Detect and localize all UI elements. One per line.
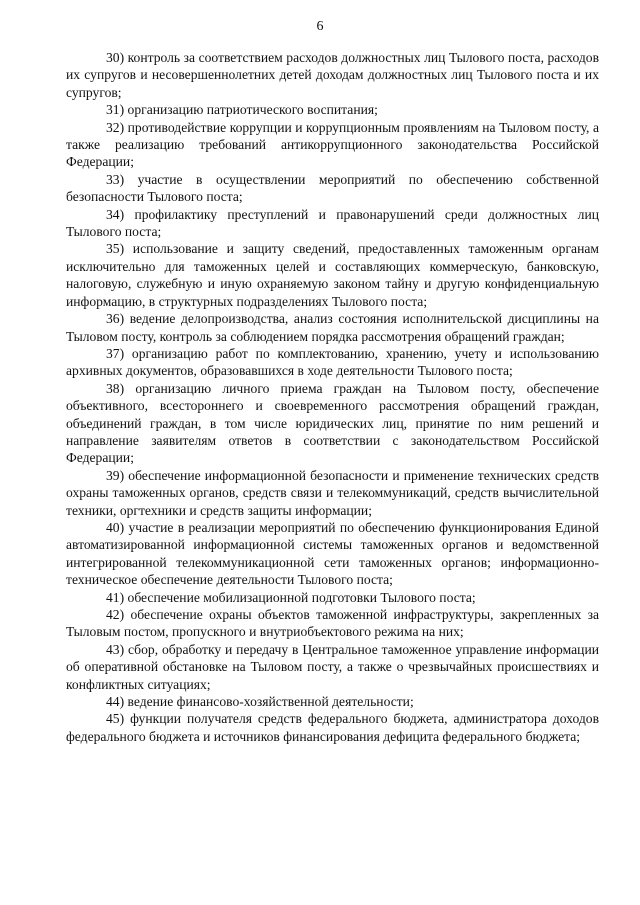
list-item-32: 32) противодействие коррупции и коррупционным проявлениям на Тыловом посту, а также реализацию требований антикоррупционного законодательства Российской Федерации; xyxy=(66,119,599,170)
numbered-list xyxy=(66,49,599,745)
list-item-38: 38) организацию личного приема граждан на Тыловом посту, обеспечение объективного, всестороннего и своевременного рассмотрения обращений граждан, объединений граждан, в том числе юридических лиц, принятие по ним решений и направление заявителям ответов в соответствии с законодательством Российской Федерации; xyxy=(66,380,599,466)
list-item-42: 42) обеспечение охраны объектов таможенной инфраструктуры, закрепленных за Тыловым постом, пропускного и внутриобъектового режима на них; xyxy=(66,607,599,640)
list-item-40: 40) участие в реализации мероприятий по обеспечению функционирования Единой автоматизированной информационной системы таможенных органов и ведомственной интегрированной телекоммуникационной сети таможенных органов; информационно-техническое обеспечение деятельности Тылового поста; xyxy=(66,519,599,588)
list-item-37: 37) организацию работ по комплектованию, хранению, учету и использованию архивных документов, образовавшихся в ходе деятельности Тылового поста; xyxy=(66,345,599,379)
list-item-41: 41) обеспечение мобилизационной подготовки Тылового поста; xyxy=(106,589,476,605)
list-item-31: 31) организацию патриотического воспитания; xyxy=(106,102,378,118)
list-item-44: 44) ведение финансово-хозяйственной деятельности; xyxy=(106,694,414,710)
list-item-43: 43) сбор, обработку и передачу в Центральное таможенное управление информации об оперативной обстановке на Тыловом посту, а также о чрезвычайных происшествиях и конфликтных ситуациях; xyxy=(66,641,599,692)
list-item-36: 36) ведение делопроизводства, анализ состояния исполнительской дисциплины на Тыловом посту, контроль за соблюдением порядка рассмотрения обращений граждан; xyxy=(66,311,599,344)
list-item-33: 33) участие в осуществлении мероприятий по обеспечению собственной безопасности Тылового поста; xyxy=(66,171,599,205)
list-item-34: 34) профилактику преступлений и правонарушений среди должностных лиц Тылового поста; xyxy=(66,206,599,240)
page-number: 6 xyxy=(316,19,324,34)
list-item-45: 45) функции получателя средств федерального бюджета, администратора доходов федерального бюджета и источников финансирования дефицита федерального бюджета; xyxy=(66,711,599,744)
list-item-39: 39) обеспечение информационной безопасности и применение технических средств охраны таможенных органов, средств связи и телекоммуникаций, средств вычислительной техники, оргтехники и средств защиты информации; xyxy=(66,467,599,518)
list-item-30: 30) контроль за соответствием расходов должностных лиц Тылового поста, расходов их супругов и несовершеннолетних детей доходам должностных лиц Тылового поста и их супругов; xyxy=(66,50,599,100)
list-item-35: 35) использование и защиту сведений, предоставленных таможенным органам исключительно для таможенных целей и составляющих коммерческую, банковскую, налоговую, служебную и иную охраняемую законом тайну и другую конфиденциальную информацию, в структурных подразделениях Тылового поста; xyxy=(66,241,599,309)
